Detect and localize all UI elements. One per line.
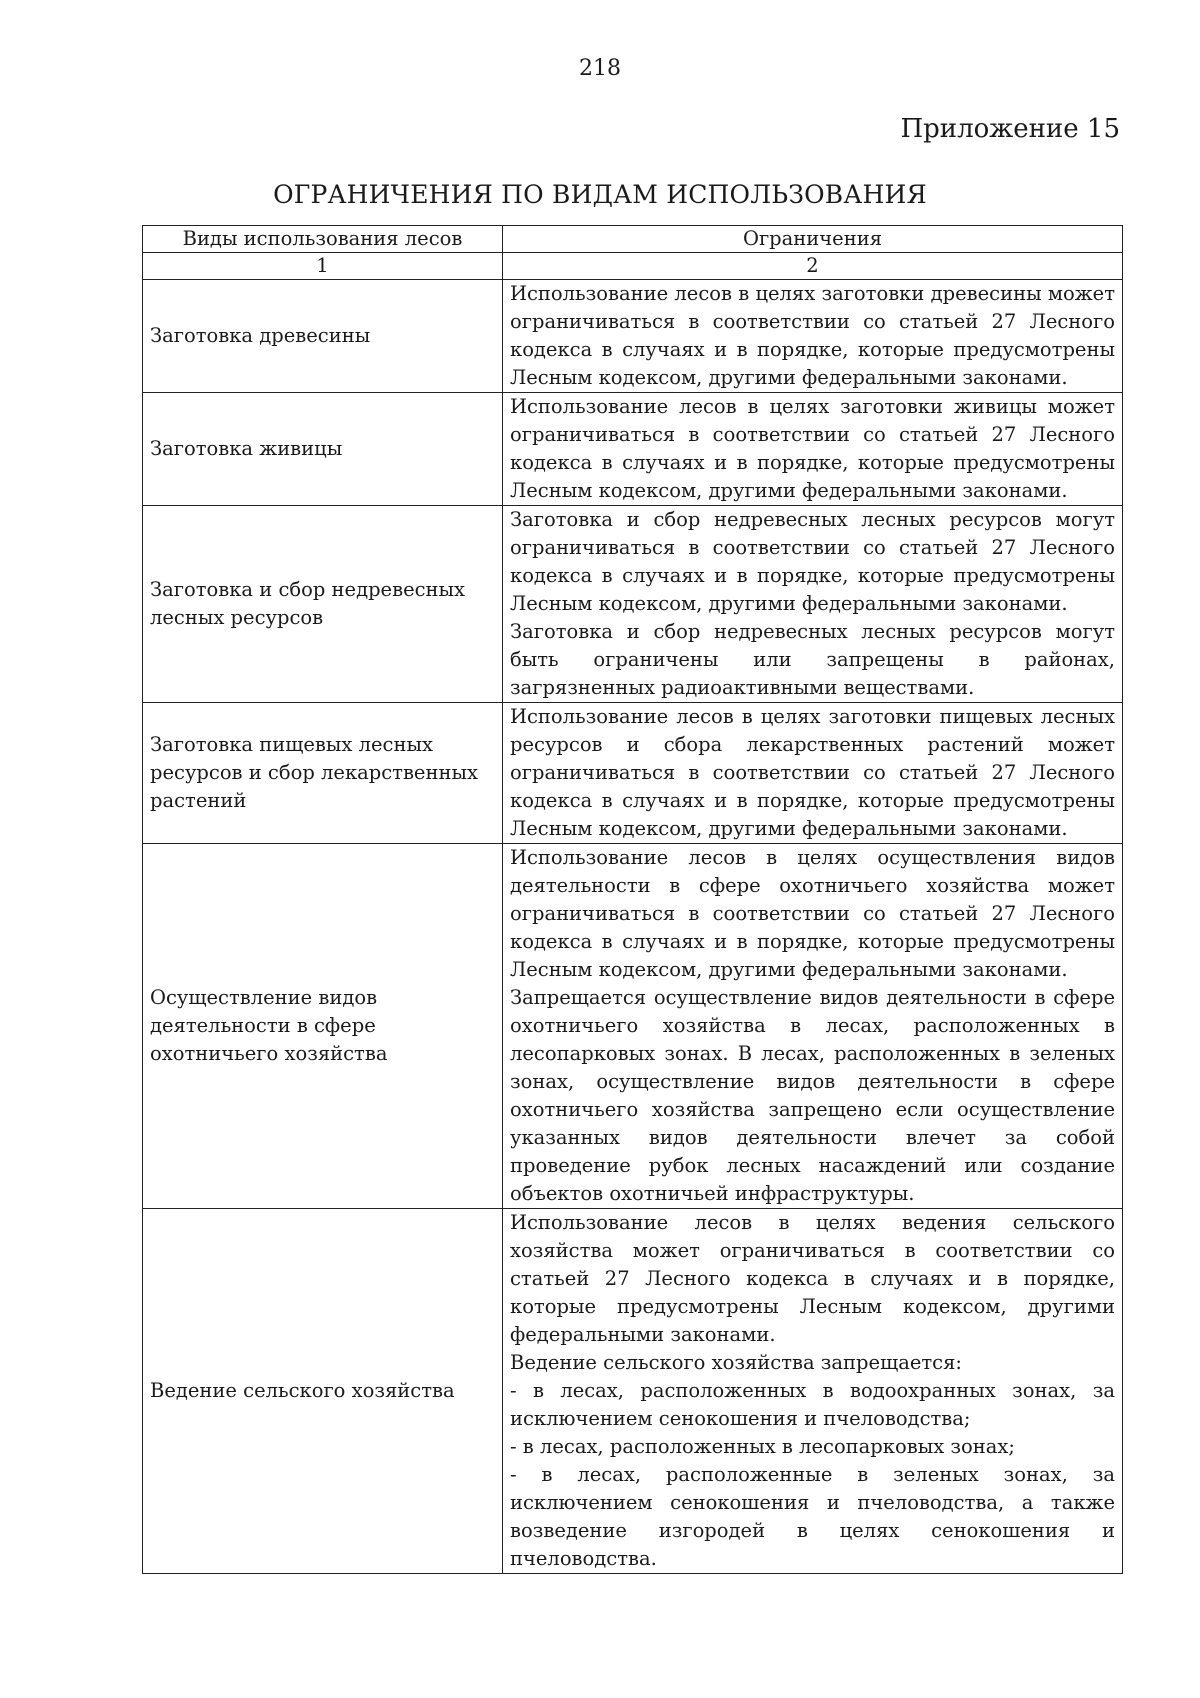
column-number-1: 1	[143, 253, 503, 280]
restriction-paragraph: Запрещается осуществление видов деятельности в сфере охотничьего хозяйства в лесах, расположенных в лесопарковых зонах. В лесах, расположенных в зеленых зонах, осуществление видов деятельности в сфере охотничьего хозяйства запрещено если осуществление указанных видов деятельности влечет за собой проведение рубок лесных насаждений или создание объектов охотничьей инфраструктуры.	[510, 986, 1115, 1205]
restriction-paragraph: Использование лесов в целях ведения сельского хозяйства может ограничиваться в соответствии со статьей 27 Лесного кодекса в случаях и в порядке, которые предусмотрены Лесным кодексом, другими федеральными законами.	[510, 1211, 1115, 1346]
table-row	[143, 393, 1123, 506]
usage-type-cell: Ведение сельского хозяйства	[143, 1209, 503, 1574]
table-row	[143, 1209, 1123, 1574]
restriction-paragraph: Использование лесов в целях заготовки живицы может ограничиваться в соответствии со статьей 27 Лесного кодекса в случаях и в порядке, которые предусмотрены Лесным кодексом, другими федеральными законами.	[510, 395, 1115, 502]
usage-type-cell: Заготовка и сбор недревесных лесных ресурсов	[143, 506, 503, 703]
table-row	[143, 703, 1123, 844]
header-row	[143, 226, 1123, 253]
restriction-paragraph: - в лесах, расположенные в зеленых зонах, за исключением сенокошения и пчеловодства, а также возведение изгородей в целях сенокошения и пчеловодства.	[510, 1463, 1115, 1570]
appendix-label: Приложение 15	[900, 114, 1120, 144]
restriction-cell	[503, 506, 1123, 703]
restriction-cell	[503, 703, 1123, 844]
restriction-paragraph: Использование лесов в целях заготовки древесины может ограничиваться в соответствии со статьей 27 Лесного кодекса в случаях и в порядке, которые предусмотрены Лесным кодексом, другими федеральными законами.	[510, 282, 1115, 389]
table-row	[143, 506, 1123, 703]
restriction-paragraph: Заготовка и сбор недревесных лесных ресурсов могут ограничиваться в соответствии со статьей 27 Лесного кодекса в случаях и в порядке, которые предусмотрены Лесным кодексом, другими федеральными законами.	[510, 508, 1115, 615]
restriction-paragraph: - в лесах, расположенных в лесопарковых зонах;	[510, 1435, 1015, 1458]
usage-type-cell: Заготовка пищевых лесных ресурсов и сбор лекарственных растений	[143, 703, 503, 844]
table-row	[143, 844, 1123, 1209]
restriction-cell	[503, 1209, 1123, 1574]
restriction-paragraph: Использование лесов в целях осуществления видов деятельности в сфере охотничьего хозяйства может ограничиваться в соответствии со статьей 27 Лесного кодекса в случаях и в порядке, которые предусмотрены Лесным кодексом, другими федеральными законами.	[510, 846, 1115, 981]
restriction-cell	[503, 280, 1123, 393]
table-header	[143, 226, 1123, 280]
column-number-2: 2	[503, 253, 1123, 280]
table-row	[143, 280, 1123, 393]
restriction-paragraph: Ведение сельского хозяйства запрещается:	[510, 1351, 962, 1374]
restriction-paragraph: Использование лесов в целях заготовки пищевых лесных ресурсов и сбора лекарственных растений может ограничиваться в соответствии со статьей 27 Лесного кодекса в случаях и в порядке, которые предусмотрены Лесным кодексом, другими федеральными законами.	[510, 705, 1115, 840]
column-number-row	[143, 253, 1123, 280]
usage-type-cell: Осуществление видов деятельности в сфере охотничьего хозяйства	[143, 844, 503, 1209]
restrictions-table	[142, 225, 1123, 1574]
usage-type-cell: Заготовка древесины	[143, 280, 503, 393]
header-restrictions: Ограничения	[503, 226, 1123, 253]
usage-type-cell: Заготовка живицы	[143, 393, 503, 506]
restriction-cell	[503, 393, 1123, 506]
page-number: 218	[579, 56, 621, 81]
table-body	[143, 280, 1123, 1574]
page-title: ОГРАНИЧЕНИЯ ПО ВИДАМ ИСПОЛЬЗОВАНИЯ	[273, 180, 927, 209]
restriction-cell	[503, 844, 1123, 1209]
restriction-paragraph: - в лесах, расположенных в водоохранных зонах, за исключением сенокошения и пчеловодства;	[510, 1379, 1115, 1430]
restriction-paragraph: Заготовка и сбор недревесных лесных ресурсов могут быть ограничены или запрещены в районах, загрязненных радиоактивными веществами.	[510, 620, 1115, 699]
header-usage-types: Виды использования лесов	[143, 226, 503, 253]
